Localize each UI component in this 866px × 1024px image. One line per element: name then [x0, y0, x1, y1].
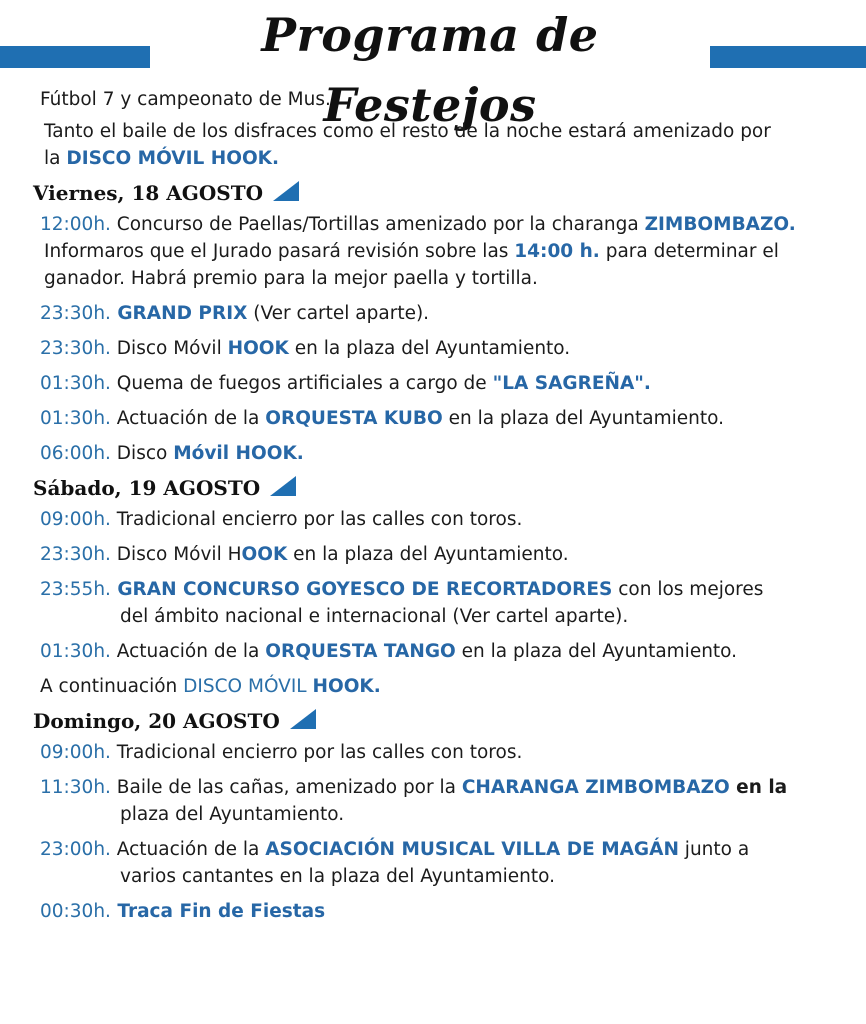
event-highlight: ZIMBOMBAZO.	[644, 214, 796, 235]
event-highlight: DISCO MÓVIL	[183, 676, 313, 697]
event-time: 23:30h.	[40, 338, 111, 359]
event-time: 09:00h.	[40, 509, 111, 530]
event-time: 09:00h.	[40, 742, 111, 763]
event-time: 01:30h.	[40, 641, 111, 662]
event-text: Informaros que el Jurado pasará revisión sobre las	[44, 241, 515, 262]
event-line	[40, 776, 866, 800]
event-time: 01:30h.	[40, 373, 111, 394]
event-text: varios cantantes en la plaza del Ayuntamiento.	[120, 866, 555, 887]
event-text: en la plaza del Ayuntamiento.	[288, 338, 571, 359]
event-text: Disco Móvil H	[110, 544, 242, 565]
event-highlight: HOOK.	[312, 676, 381, 697]
event-text: Tradicional encierro por las calles con toros.	[110, 509, 523, 530]
event-line	[40, 578, 866, 602]
event-highlight: GRAND PRIX	[110, 303, 248, 324]
event-time: 11:30h.	[40, 777, 111, 798]
intro-highlight: DISCO MÓVIL HOOK.	[66, 148, 280, 169]
page-title: Programa de Festejos	[261, 8, 599, 132]
event-highlight: CHARANGA ZIMBOMBAZO	[461, 777, 730, 798]
event-highlight: HOOK	[227, 338, 289, 359]
event-text: en la	[729, 777, 788, 798]
event-line	[40, 213, 866, 237]
event-text: en la plaza del Ayuntamiento.	[287, 544, 569, 565]
event-text: Actuación de la	[110, 839, 266, 860]
event-line	[120, 605, 866, 629]
event-text: (Ver cartel aparte).	[247, 303, 430, 324]
event-text: para determinar el	[599, 241, 779, 262]
event-line	[40, 741, 866, 765]
triangle-icon	[290, 709, 316, 729]
intro-line	[44, 120, 866, 144]
triangle-icon	[270, 476, 296, 496]
event-time: 23:00h.	[40, 839, 111, 860]
event-text: Baile de las cañas, amenizado por la	[110, 777, 462, 798]
event-line	[44, 240, 866, 264]
event-time: 23:55h.	[40, 579, 111, 600]
event-time: 23:30h.	[40, 303, 111, 324]
event-text: A continuación	[40, 676, 184, 697]
event-text: Disco Móvil	[110, 338, 228, 359]
day-heading-domingo	[33, 708, 866, 734]
event-time: 12:00h.	[40, 214, 111, 235]
event-highlight: OOK	[241, 544, 288, 565]
event-line	[40, 508, 866, 532]
event-text: Quema de fuegos artificiales a cargo de	[110, 373, 493, 394]
event-text: con los mejores	[612, 579, 764, 600]
event-text: en la plaza del Ayuntamiento.	[455, 641, 738, 662]
event-line	[44, 267, 866, 291]
program-content	[0, 88, 866, 924]
intro-text: Fútbol 7 y campeonato de Mus.	[40, 89, 331, 110]
event-time: 00:30h.	[40, 901, 111, 922]
event-text: Actuación de la	[110, 408, 266, 429]
event-text: Disco	[110, 443, 174, 464]
day-label: Viernes, 18 AGOSTO	[33, 181, 264, 205]
event-line	[40, 372, 866, 396]
intro-line	[44, 147, 866, 171]
event-line	[40, 337, 866, 361]
day-label: Domingo, 20 AGOSTO	[33, 709, 280, 733]
event-line	[40, 302, 866, 326]
event-text: plaza del Ayuntamiento.	[120, 804, 345, 825]
event-highlight: ORQUESTA TANGO	[265, 641, 456, 662]
intro-text: Tanto el baile de los disfraces como el resto de la noche estará amenizado por	[44, 121, 771, 142]
event-time: 23:30h.	[40, 544, 111, 565]
event-highlight: ASOCIACIÓN MUSICAL VILLA DE MAGÁN	[265, 839, 679, 860]
intro-line	[40, 88, 866, 112]
event-text: Tradicional encierro por las calles con toros.	[110, 742, 523, 763]
event-line	[40, 543, 866, 567]
event-line	[120, 803, 866, 827]
event-time: 01:30h.	[40, 408, 111, 429]
event-highlight: GRAN CONCURSO GOYESCO DE RECORTADORES	[110, 579, 613, 600]
event-text: Actuación de la	[110, 641, 266, 662]
event-text: junto a	[678, 839, 750, 860]
event-highlight: ORQUESTA KUBO	[265, 408, 443, 429]
event-highlight: 14:00 h.	[514, 241, 600, 262]
intro-text: la	[44, 148, 67, 169]
event-line	[40, 675, 866, 699]
event-text: Concurso de Paellas/Tortillas amenizado por la charanga	[110, 214, 645, 235]
event-time: 06:00h.	[40, 443, 111, 464]
event-line	[40, 900, 866, 924]
event-highlight: "LA SAGREÑA".	[492, 373, 651, 394]
event-highlight: Traca Fin de Fiestas	[110, 901, 326, 922]
day-heading-sabado	[33, 475, 866, 501]
event-text: en la plaza del Ayuntamiento.	[442, 408, 725, 429]
day-heading-viernes	[33, 180, 866, 206]
triangle-icon	[273, 181, 299, 201]
event-highlight: Móvil HOOK.	[173, 443, 304, 464]
event-line	[40, 407, 866, 431]
event-text: ganador. Habrá premio para la mejor paella y tortilla.	[44, 268, 538, 289]
event-line	[40, 442, 866, 466]
event-line	[40, 838, 866, 862]
event-text: del ámbito nacional e internacional (Ver cartel aparte).	[120, 606, 629, 627]
day-label: Sábado, 19 AGOSTO	[33, 476, 261, 500]
event-line	[40, 640, 866, 664]
event-line	[120, 865, 866, 889]
